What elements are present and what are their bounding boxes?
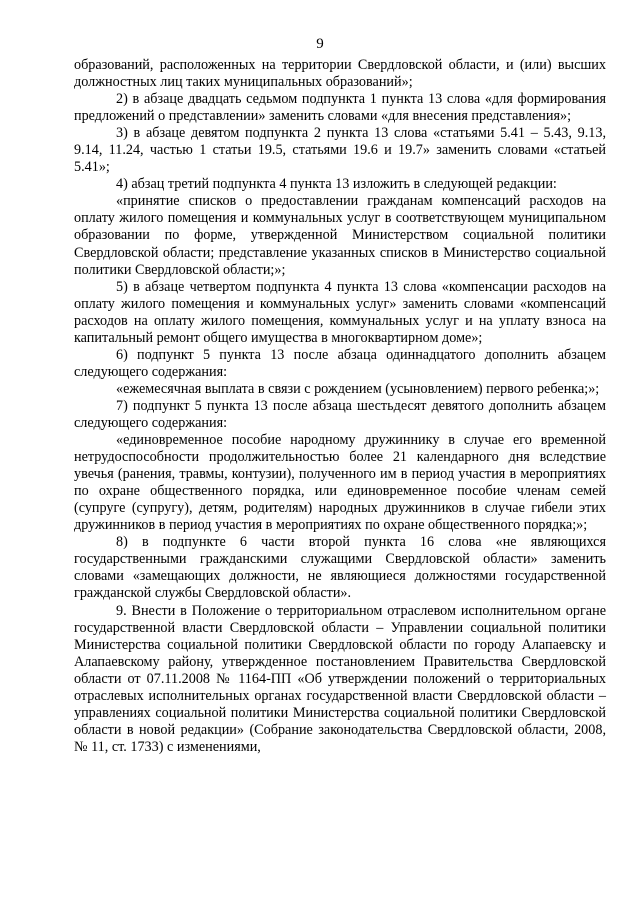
paragraph: «единовременное пособие народному дружиннику в случае его временной нетрудоспособности продолжительностью более 21 календарного дня вследствие увечья (ранения, травмы, контузии), полученного им в период участия в мероприятиях по охране общественного порядка, или единовременное пособие членам семей (супруге (супругу), детям, родителям) народных дружинников в случае гибели этих дружинников в период участия в мероприятиях по охране общественного порядка;»; (74, 432, 606, 534)
paragraph: 3) в абзаце девятом подпункта 2 пункта 13 слова «статьями 5.41 – 5.43, 9.13, 9.14, 11.24, частью 1 статьи 19.5, статьями 19.6 и 19.7» заменить словами «статьей 5.41»; (74, 125, 606, 176)
paragraph: 8) в подпункте 6 части второй пункта 16 слова «не являющихся государственными гражданскими служащими Свердловской области» заменить словами «замещающих должности, не являющиеся должностями государственной гражданской службы Свердловской области». (74, 534, 606, 602)
document-body (74, 57, 606, 756)
paragraph: 9. Внести в Положение о территориальном отраслевом исполнительном органе государственной власти Свердловской области – Управлении социальной политики Министерства социальной политики Свердловской области по городу Алапаевску и Алапаевскому району, утвержденное постановлением Правительства Свердловской области от 07.11.2008 № 1164-ПП «Об утверждении положений о территориальных отраслевых исполнительных органах государственной власти Свердловской области – управлениях социальной политики Министерства социальной политики Свердловской области в новой редакции» (Собрание законодательства Свердловской области, 2008, № 11, ст. 1733) с изменениями, (74, 602, 606, 755)
paragraph: 4) абзац третий подпункта 4 пункта 13 изложить в следующей редакции: (116, 176, 557, 193)
paragraph: 5) в абзаце четвертом подпункта 4 пункта 13 слова «компенсации расходов на оплату жилого помещения и коммунальных услуг» заменить словами «компенсаций расходов на оплату жилого помещения, коммунальных услуг и на уплату взноса на капитальный ремонт общего имущества в многоквартирном доме»; (74, 278, 606, 346)
paragraph: образований, расположенных на территории Свердловской области, и (или) высших должностных лиц таких муниципальных образований»; (74, 57, 606, 91)
paragraph: «принятие списков о предоставлении гражданам компенсаций расходов на оплату жилого помещения и коммунальных услуг в соответствующем муниципальном образовании по форме, утвержденной Министерством социальной политики Свердловской области; представление указанных списков в Министерство социальной политики Свердловской области;»; (74, 193, 606, 278)
paragraph: 6) подпункт 5 пункта 13 после абзаца одиннадцатого дополнить абзацем следующего содержания: (74, 346, 606, 380)
paragraph: 7) подпункт 5 пункта 13 после абзаца шестьдесят девятого дополнить абзацем следующего содержания: (74, 397, 606, 431)
paragraph: «ежемесячная выплата в связи с рождением (усыновлением) первого ребенка;»; (116, 380, 600, 397)
paragraph: 2) в абзаце двадцать седьмом подпункта 1 пункта 13 слова «для формирования предложений о представлении» заменить словами «для внесения представления»; (74, 91, 606, 125)
page-number: 9 (316, 36, 324, 52)
